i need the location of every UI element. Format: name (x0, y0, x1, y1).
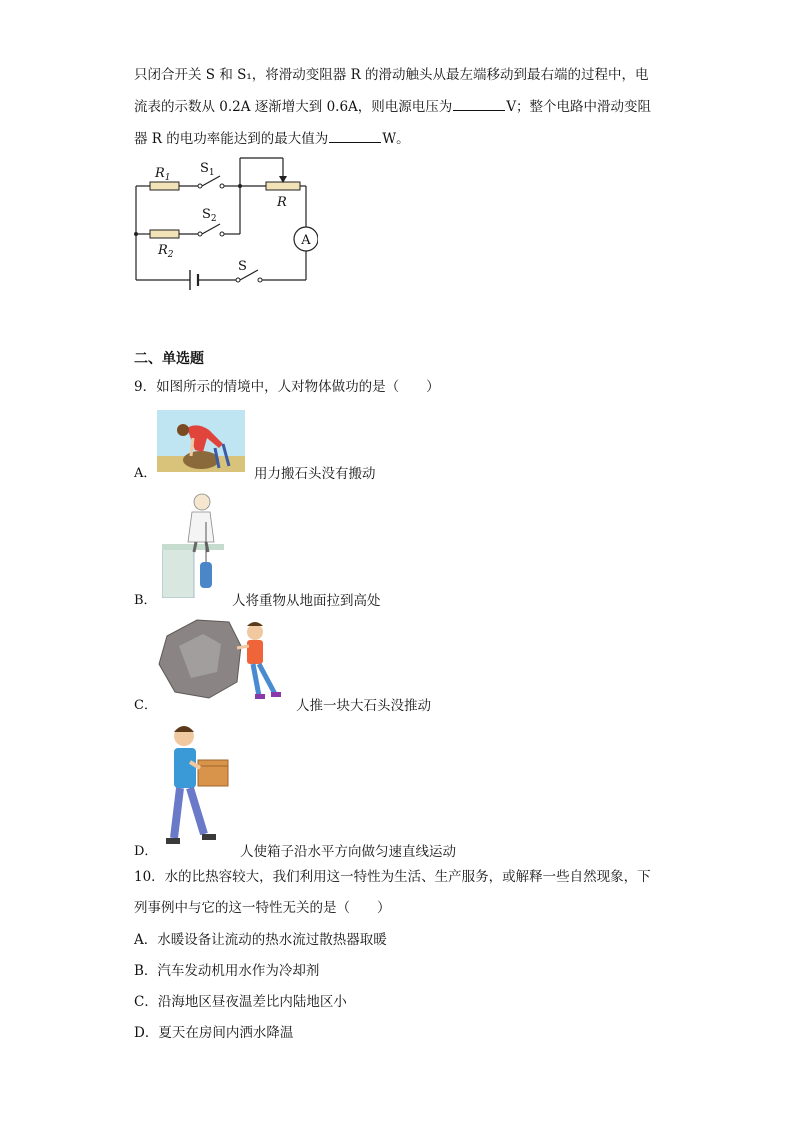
q8-line-2 (134, 98, 651, 116)
q10-stem-line-1: 10．水的比热容较大，我们利用这一特性为生活、生产服务，或解释一些自然现象，下 (134, 869, 651, 885)
resistor-r2 (150, 230, 179, 238)
option-b-text[interactable]: 人将重物从地面拉到高处 (232, 593, 381, 609)
option-a-text[interactable]: 用力搬石头没有搬动 (254, 466, 376, 482)
q8-line-3-b: W。 (382, 131, 410, 147)
option-b-letter[interactable]: B． (134, 593, 157, 608)
answer-blank-voltage[interactable] (453, 98, 505, 111)
resistor-r1 (150, 182, 179, 190)
label-s2: $S_2$ (202, 207, 217, 224)
option-d-letter[interactable]: D． (134, 844, 158, 859)
q8-line-1: 只闭合开关 S 和 S₁，将滑动变阻器 R 的滑动触头从最左端移动到最右端的过程中，电 (134, 67, 649, 83)
q10-option-a[interactable]: A．水暖设备让流动的热水流过散热器取暖 (134, 932, 387, 948)
option-a-image (157, 410, 245, 472)
answer-blank-power[interactable] (329, 130, 381, 143)
q10-option-d[interactable]: D．夏天在房间内洒水降温 (134, 1025, 294, 1041)
option-c-image (157, 616, 289, 704)
circuit-diagram (128, 152, 318, 298)
q10-option-b[interactable]: B．汽车发动机用水作为冷却剂 (134, 963, 320, 979)
option-c-text[interactable]: 人推一块大石头没推动 (296, 698, 431, 714)
q8-line-3-a: 器 R 的电功率能达到的最大值为 (134, 131, 329, 147)
label-s: S (238, 259, 247, 274)
option-b-image (162, 490, 224, 598)
option-d-image (160, 722, 232, 848)
option-a-letter[interactable]: A． (134, 466, 157, 481)
label-r1: $R_1$ (155, 166, 171, 183)
label-r2: $R_2$ (158, 243, 174, 260)
option-c-letter[interactable]: C． (134, 698, 157, 713)
ammeter-label: A (301, 233, 311, 248)
q10-stem-line-2: 列事例中与它的这一特性无关的是（ ） (134, 900, 391, 916)
rheostat-r (266, 182, 300, 190)
q10-option-c[interactable]: C．沿海地区昼夜温差比内陆地区小 (134, 994, 347, 1010)
option-d-text[interactable]: 人使箱子沿水平方向做匀速直线运动 (240, 844, 456, 860)
q8-line-2-b: V；整个电路中滑动变阻 (506, 99, 652, 115)
q8-line-2-a: 流表的示数从 0.2A 逐渐增大到 0.6A，则电源电压为 (134, 99, 453, 115)
label-r: R (277, 195, 287, 210)
q8-line-3 (134, 130, 410, 148)
label-s1: $S_1$ (200, 161, 215, 178)
section-title: 二、单选题 (134, 351, 204, 367)
q9-stem: 9．如图所示的情境中，人对物体做功的是（ ） (134, 379, 440, 395)
